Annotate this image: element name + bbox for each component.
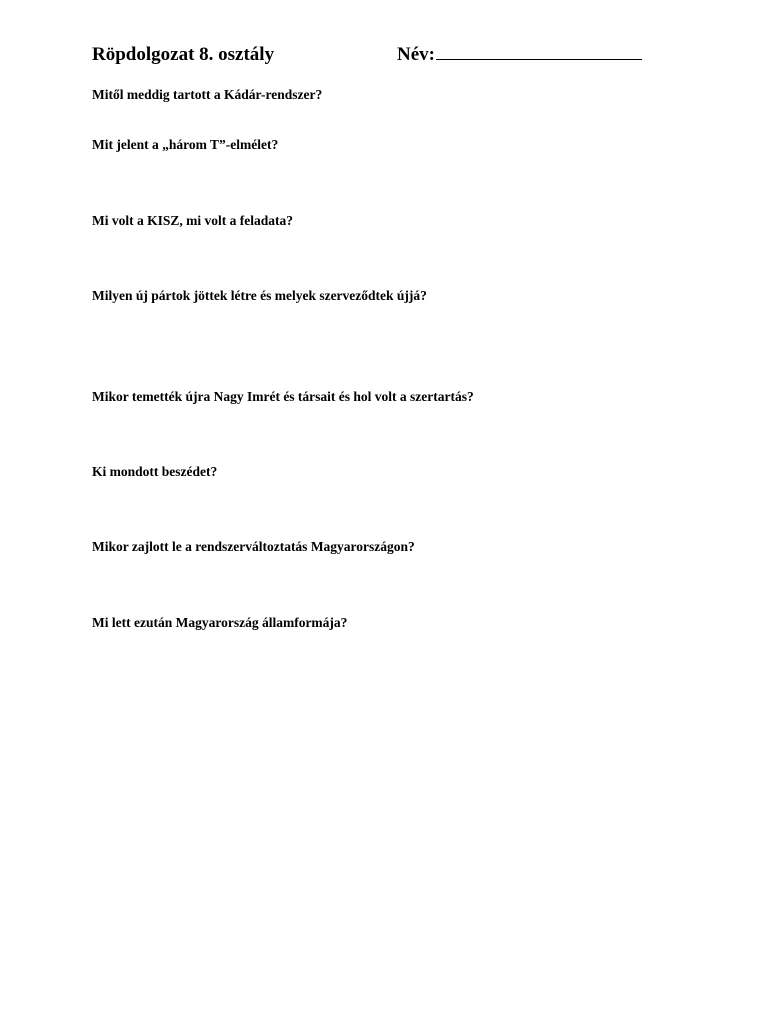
question-5: Mikor temették újra Nagy Imrét és társait és hol volt a szertartás? — [92, 389, 474, 404]
quiz-title: Röpdolgozat 8. osztály — [92, 44, 275, 65]
question-6: Ki mondott beszédet? — [92, 464, 218, 479]
question-1: Mitől meddig tartott a Kádár-rendszer? — [92, 87, 323, 102]
question-7: Mikor zajlott le a rendszerváltoztatás Magyarországon? — [92, 539, 415, 554]
name-blank-line — [436, 58, 642, 60]
name-label: Név: — [397, 44, 435, 65]
question-3: Mi volt a KISZ, mi volt a feladata? — [92, 213, 293, 228]
question-8: Mi lett ezután Magyarország államformája? — [92, 615, 348, 630]
question-2: Mit jelent a „három T”-elmélet? — [92, 137, 279, 152]
question-4: Milyen új pártok jöttek létre és melyek szerveződtek újjá? — [92, 288, 427, 303]
name-field — [397, 42, 642, 68]
